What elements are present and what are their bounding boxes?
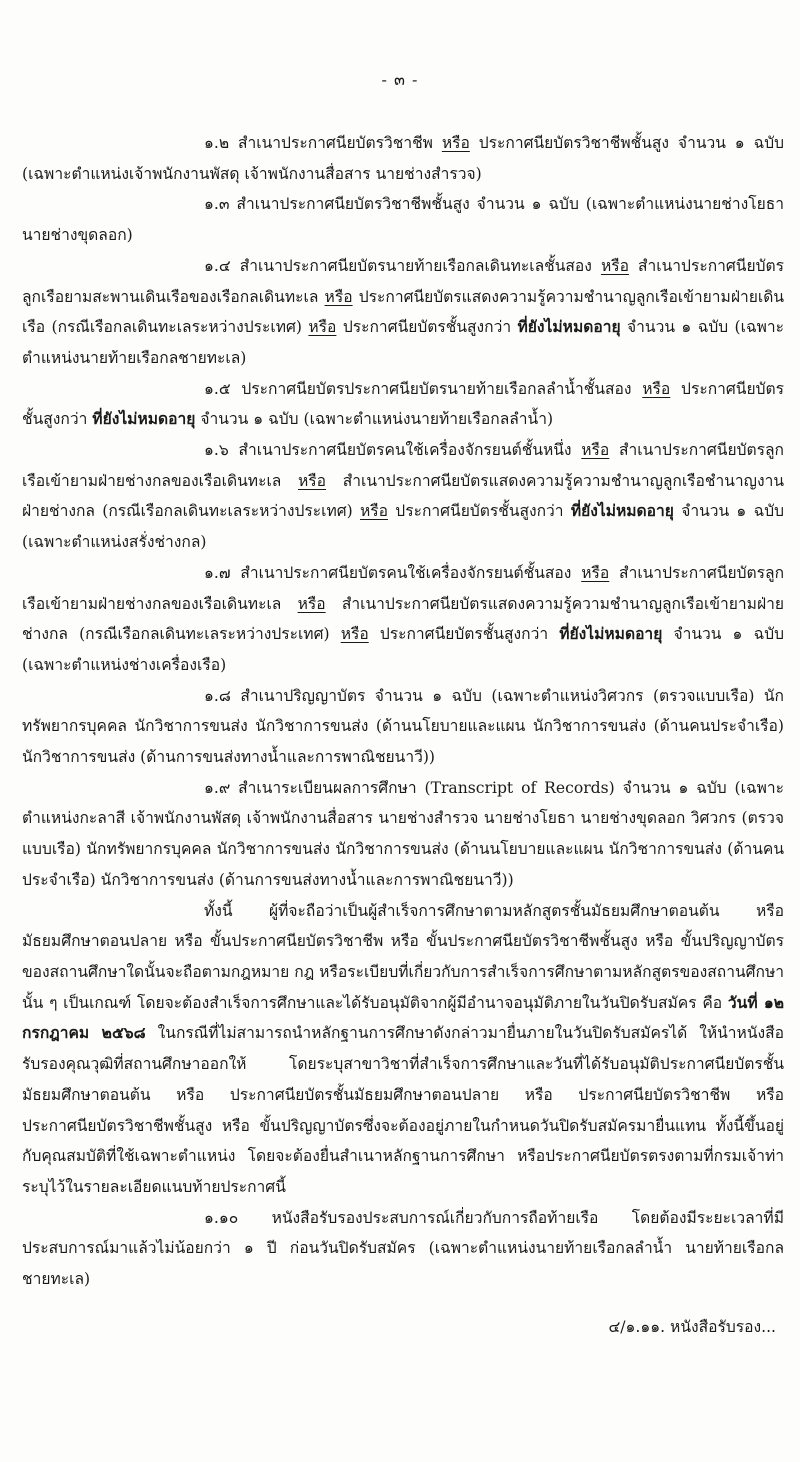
text-run: ๑.๓ สำเนาประกาศนียบัตรวิชาชีพชั้นสูง จำนวน ๑ ฉบับ (เฉพาะตำแหน่งนายช่างโยธา นายช่างขุดลอก) [22,195,784,245]
paragraph-item-1-3 [22,189,784,250]
emphasis-or: หรือ [642,379,671,398]
text-run: ทั้งนี้ ผู้ที่จะถือว่าเป็นผู้สำเร็จการศึกษาตามหลักสูตรชั้นมัธยมศึกษาตอนต้น หรือ มัธยมศึกษาตอนปลาย หรือ ขั้นประกาศนียบัตรวิชาชีพ หรือ ขั้นประกาศนียบัตรวิชาชีพชั้นสูง หรือ ขั้นปริญญาบัตรของสถานศึกษาใดนั้นจะถือตามกฎหมาย กฎ หรือระเบียบที่เกี่ยวกับการสำเร็จการศึกษาตามหลักสูตรของสถานศึกษานั้น ๆ เป็นเกณฑ์ โดยจะต้องสำเร็จการศึกษาและได้รับอนุมัติจากผู้มีอำนาจอนุมัติภายในวันปิดรับสมัคร คือ [22,901,784,1012]
text-run: จำนวน ๑ ฉบับ (เฉพาะตำแหน่งสรั่งช่างกล) [22,502,784,552]
page-number: - ๓ - [381,70,419,89]
emphasis-or: หรือ [441,134,470,152]
text-run: ๑.๙ สำเนาระเบียนผลการศึกษา (Transcript of Records) จำนวน ๑ ฉบับ (เฉพาะตำแหน่งกะลาสี เจ้าพนักงานพัสดุ เจ้าพนักงานสื่อสาร นายช่างสำรวจ นายช่างโยธา นายช่างขุดลอก วิศวกร (ตรวจแบบเรือ) นักทรัพยากรบุคคล นักวิชาการขนส่ง นักวิชาการขนส่ง (ด้านนโยบายและแผน นักวิชาการขนส่ง (ด้านคนประจำเรือ) นักวิชาการขนส่ง (ด้านการขนส่งทางน้ำและการพาณิชยนาวี)) [22,778,784,889]
text-run: ๑.๘ สำเนาปริญญาบัตร จำนวน ๑ ฉบับ (เฉพาะตำแหน่งวิศวกร (ตรวจแบบเรือ) นักทรัพยากรบุคคล นักวิชาการขนส่ง นักวิชาการขนส่ง (ด้านนโยบายและแผน นักวิชาการขนส่ง (ด้านคนประจำเรือ) นักวิชาการขนส่ง (ด้านการขนส่งทางน้ำและการพาณิชยนาวี)) [22,686,784,767]
text-run: สำเนาประกาศนียบัตรแสดงความรู้ความชำนาญลูกเรือเข้ายามฝ่ายช่างกล (กรณีเรือกลเดินทะเลระหว่างประเทศ) [22,594,784,644]
emphasis-or: หรือ [297,594,326,613]
emphasis-or: หรือ [340,625,369,644]
paragraph-item-1-7 [22,558,784,681]
text-run: ประกาศนียบัตรชั้นสูงกว่า [388,502,571,521]
paragraph-item-1-2 [22,128,784,189]
text-run: ๑.๗ สำเนาประกาศนียบัตรคนใช้เครื่องจักรยนต์ชั้นสอง [204,563,582,582]
paragraph-item-1-5 [22,374,784,435]
bold-text: ที่ยังไม่หมดอายุ [517,317,621,337]
emphasis-or: หรือ [308,318,337,337]
document-body [22,128,784,1295]
text-run: ๑.๕ ประกาศนียบัตรประกาศนียบัตรนายท้ายเรือกลลำน้ำชั้นสอง [204,379,643,398]
paragraph-item-1-4 [22,251,784,374]
emphasis-or: หรือ [360,502,389,521]
text-run: ๑.๑๐ หนังสือรับรองประสบการณ์เกี่ยวกับการถือท้ายเรือ โดยต้องมีระยะเวลาที่มีประสบการณ์มาแล้วไม่น้อยกว่า ๑ ปี ก่อนวันปิดรับสมัคร (เฉพาะตำแหน่งนายท้ายเรือกลลำน้ำ นายท้ายเรือกลชายทะเล) [22,1208,784,1289]
text-run: จำนวน ๑ ฉบับ (เฉพาะตำแหน่งช่างเครื่องเรือ) [22,625,784,674]
emphasis-or: หรือ [581,441,610,460]
text-run: ประกาศนียบัตรชั้นสูงกว่า [22,379,784,429]
emphasis-or: หรือ [600,256,629,275]
text-run: จำนวน ๑ ฉบับ (เฉพาะตำแหน่งนายท้ายเรือกลลำน้ำ) [195,410,554,429]
paragraph-item-1-8 [22,681,784,773]
paragraph-note-paragraph [22,896,784,1203]
bold-text: วันที่ ๑๒ กรกฎาคม ๒๕๖๘ [22,992,784,1043]
text-run: ในกรณีที่ไม่สามารถนำหลักฐานการศึกษาดังกล่าวมายื่นภายในวันปิดรับสมัครได้ ให้นำหนังสือรับรองคุณวุฒิที่สถานศึกษาออกให้ โดยระบุสาขาวิชาที่สำเร็จการศึกษาและวันที่ได้รับอนุมัติประกาศนียบัตรชั้นมัธยมศึกษาตอนต้น หรือ ประกาศนียบัตรชั้นมัธยมศึกษาตอนปลาย หรือ ประกาศนียบัตรวิชาชีพ หรือ ประกาศนียบัตรวิชาชีพชั้นสูง หรือ ขั้นปริญญาบัตรซึ่งจะต้องอยู่ภายในกำหนดวันปิดรับสมัครมายื่นแทน ทั้งนี้ขึ้นอยู่กับคุณสมบัติที่ใช้เฉพาะตำแหน่ง โดยจะต้องยื่นสำเนาหลักฐานการศึกษา หรือประกาศนียบัตรตรงตามที่กรมเจ้าท่าระบุไว้ในรายละเอียดแนบท้ายประกาศนี้ [22,1024,784,1196]
paragraph-item-1-9 [22,773,784,896]
bold-text: ที่ยังไม่หมดอายุ [570,501,674,521]
paragraph-item-1-6 [22,435,784,558]
emphasis-or: หรือ [581,563,610,582]
text-run: ประกาศนียบัตรวิชาชีพชั้นสูง จำนวน ๑ ฉบับ (เฉพาะตำแหน่งเจ้าพนักงานพัสดุ เจ้าพนักงานสื่อสาร นายช่างสำรวจ) [22,134,784,183]
emphasis-or: หรือ [298,471,327,490]
text-run: จำนวน ๑ ฉบับ (เฉพาะตำแหน่งนายท้ายเรือกลชายทะเล) [22,318,784,367]
text-run: ๑.๒ สำเนาประกาศนียบัตรวิชาชีพ [204,134,442,152]
bold-text: ที่ยังไม่หมดอายุ [559,624,663,644]
text-run: ประกาศนียบัตรแสดงความรู้ความชำนาญลูกเรือเข้ายามฝ่ายเดินเรือ (กรณีเรือกลเดินทะเลระหว่างประเทศ) [22,287,784,337]
text-run: สำเนาประกาศนียบัตรลูกเรือเข้ายามฝ่ายช่างกลของเรือเดินทะเล [22,441,784,490]
text-run: สำเนาประกาศนียบัตรลูกเรือเข้ายามฝ่ายช่างกลของเรือเดินทะเล [22,563,785,613]
paragraph-item-1-10 [22,1203,784,1295]
text-run: ๑.๖ สำเนาประกาศนียบัตรคนใช้เครื่องจักรยนต์ชั้นหนึ่ง [204,441,582,460]
bold-text: ที่ยังไม่หมดอายุ [92,409,196,429]
text-run: ๑.๔ สำเนาประกาศนียบัตรนายท้ายเรือกลเดินทะเลชั้นสอง [204,256,601,275]
text-run: ประกาศนียบัตรชั้นสูงกว่า [368,625,560,644]
text-run: ประกาศนียบัตรชั้นสูงกว่า [336,318,518,337]
text-run: สำเนาประกาศนียบัตรลูกเรือยามสะพานเดินเรือของเรือกลเดินทะเล [22,256,784,306]
text-run: สำเนาประกาศนียบัตรแสดงความรู้ความชำนาญลูกเรือชำนาญงานฝ่ายช่างกล (กรณีเรือกลเดินทะเลระหว่างประเทศ) [22,471,784,521]
emphasis-or: หรือ [324,287,353,306]
continuation-footer: ๔/๑.๑๑. หนังสือรับรอง... [608,1318,776,1336]
